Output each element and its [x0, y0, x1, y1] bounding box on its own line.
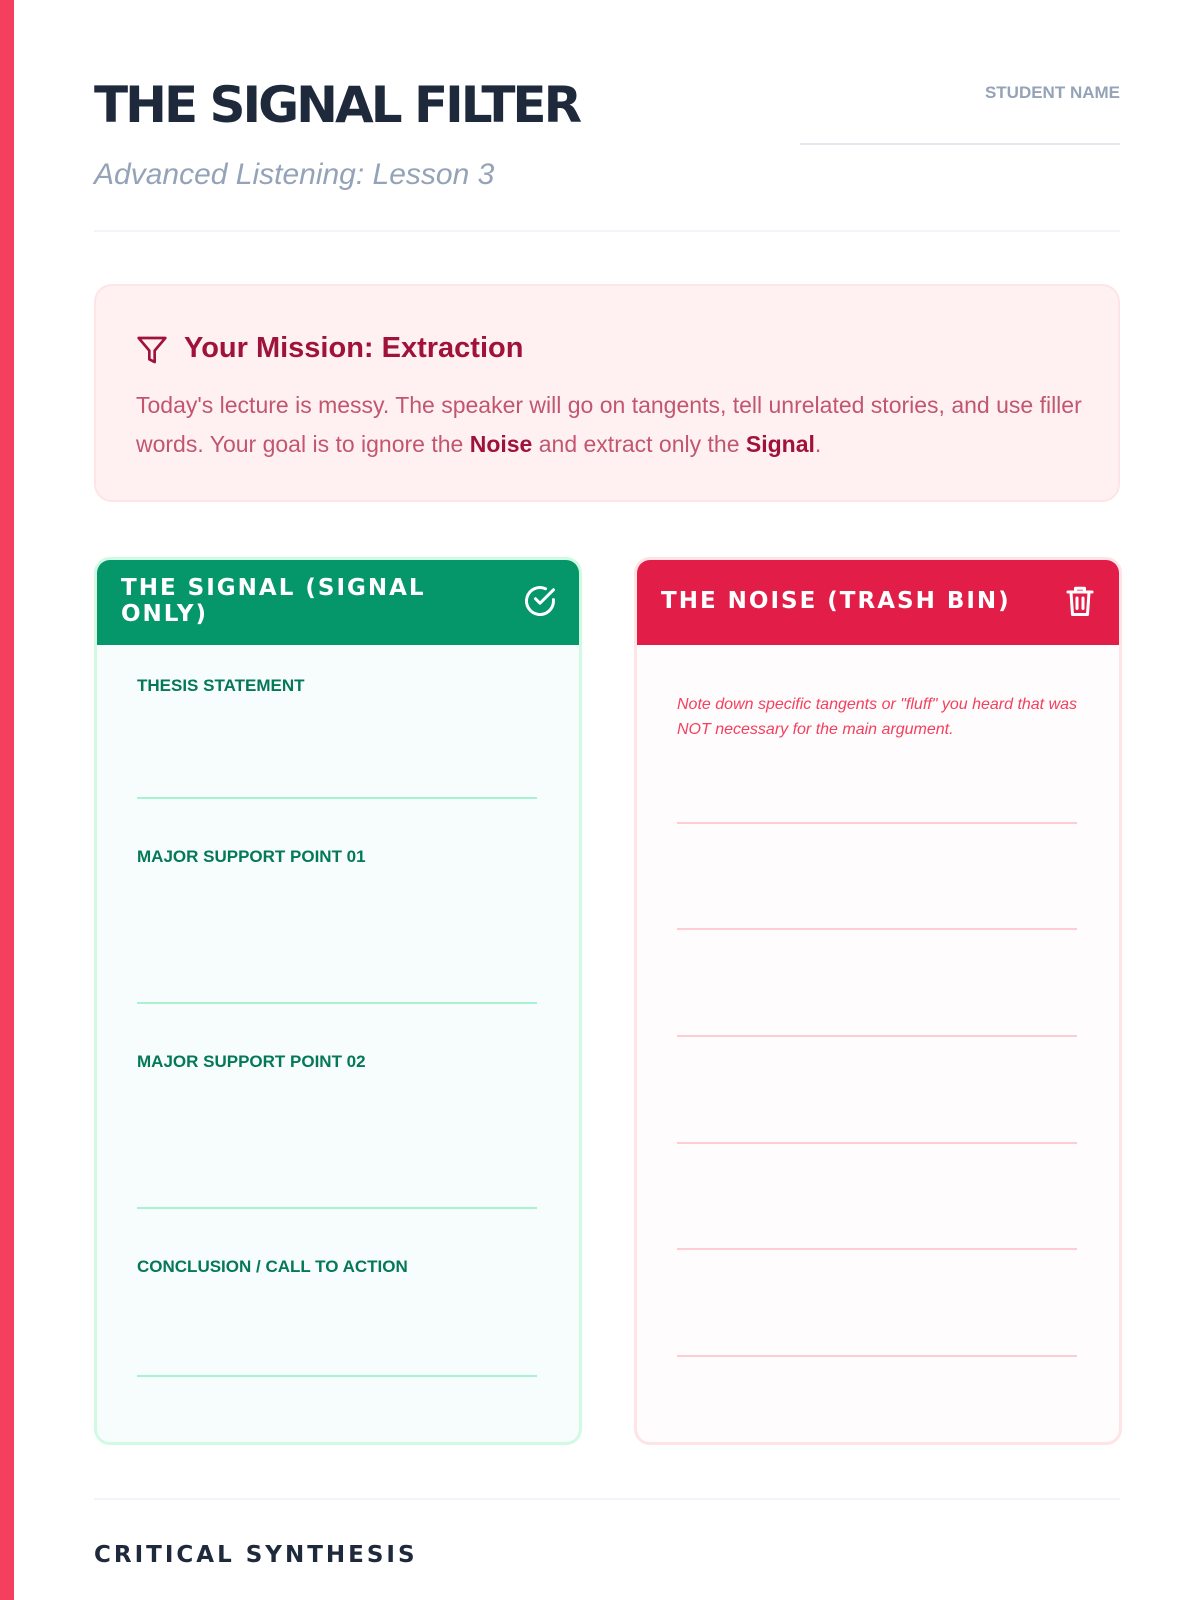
support-point-02-label: MAJOR SUPPORT POINT 02	[137, 1052, 366, 1071]
noise-line[interactable]	[677, 1248, 1077, 1250]
mission-title: Your Mission: Extraction	[184, 332, 524, 364]
thesis-statement-field[interactable]	[137, 797, 537, 799]
page-subtitle: Advanced Listening: Lesson 3	[94, 158, 495, 191]
noise-column-title: THE NOISE (TRASH BIN)	[661, 588, 1011, 614]
conclusion-label: CONCLUSION / CALL TO ACTION	[137, 1257, 408, 1276]
signal-column	[94, 557, 582, 1445]
section-divider	[94, 1498, 1120, 1500]
accent-bar	[0, 0, 14, 1600]
signal-column-header	[94, 557, 582, 645]
check-circle-icon	[522, 583, 558, 619]
worksheet	[94, 0, 1120, 1568]
mission-body: Today's lecture is messy. The speaker will go on tangents, tell unrelated stories, and use filler words. Your goal is to ignore the Noise and extract only the Signal.	[136, 392, 1082, 457]
noise-emphasis: Noise	[469, 431, 533, 457]
mission-box	[94, 284, 1120, 502]
page-title: THE SIGNAL FILTER	[94, 76, 580, 134]
signal-column-title: THE SIGNAL (SIGNAL ONLY)	[121, 575, 426, 627]
support-point-01-label: MAJOR SUPPORT POINT 01	[137, 847, 366, 866]
noise-line[interactable]	[677, 1035, 1077, 1037]
student-name-field[interactable]	[800, 143, 1120, 145]
noise-column	[634, 557, 1122, 1445]
noise-line[interactable]	[677, 928, 1077, 930]
noise-line[interactable]	[677, 1355, 1077, 1357]
support-point-02-field[interactable]	[137, 1207, 537, 1209]
thesis-statement-label: THESIS STATEMENT	[137, 676, 305, 695]
critical-synthesis-heading: CRITICAL SYNTHESIS	[94, 1542, 418, 1568]
support-point-01-field[interactable]	[137, 1002, 537, 1004]
noise-line[interactable]	[677, 822, 1077, 824]
signal-emphasis: Signal	[745, 431, 815, 457]
header	[94, 0, 1120, 232]
noise-line[interactable]	[677, 1142, 1077, 1144]
conclusion-field[interactable]	[137, 1375, 537, 1377]
noise-instructions: Note down specific tangents or "fluff" you heard that was NOT necessary for the main argument.	[677, 696, 1078, 738]
noise-column-header	[634, 557, 1122, 645]
trash-icon	[1062, 583, 1098, 619]
filter-icon	[136, 334, 168, 366]
student-name-label: STUDENT NAME	[984, 83, 1120, 102]
